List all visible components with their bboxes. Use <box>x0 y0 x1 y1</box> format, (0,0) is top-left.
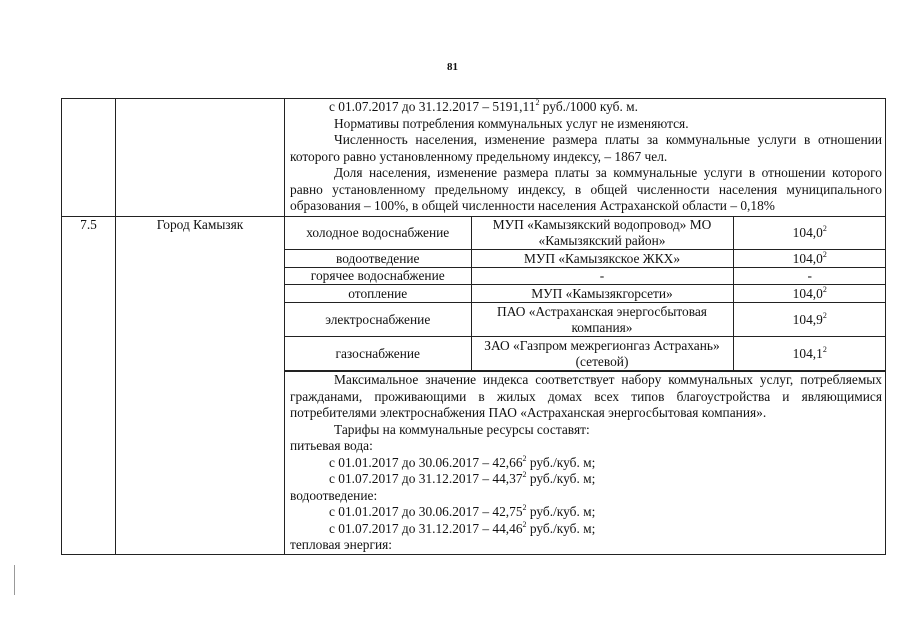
service-name: отопление <box>285 285 471 303</box>
sewer-tariff-line: с 01.07.2017 до 31.12.2017 – 44,46$^2$ руб./куб. м; <box>329 519 596 536</box>
water-heading: питьевая вода: <box>290 438 373 453</box>
share-paragraph: Доля населения, изменение размера платы за коммунальные услуги в отношении которого равно установленному предельному индексу, в общей численности населения муниципального образования – 100%, в общей численности населения Астраханской области – 0,18% <box>290 165 882 213</box>
scan-margin-mark <box>14 565 15 595</box>
service-provider: ЗАО «Газпром межрегионгаз Астрахань» (сетевой) <box>471 337 733 371</box>
service-provider: ПАО «Астраханская энергосбытовая компания» <box>471 303 733 337</box>
heat-heading: тепловая энергия: <box>290 537 393 552</box>
sewer-tariff-line: с 01.01.2017 до 30.06.2017 – 42,75$^2$ руб./куб. м; <box>329 503 596 519</box>
service-name: электроснабжение <box>285 303 471 337</box>
service-index: 104,0$^2$ <box>733 285 886 303</box>
service-index: 104,1$^2$ <box>733 337 886 371</box>
service-row <box>285 337 886 371</box>
service-row <box>285 285 886 303</box>
service-row <box>285 268 886 285</box>
norms-paragraph: Нормативы потребления коммунальных услуг не изменяются. <box>334 115 689 131</box>
continuation-text-cell <box>285 99 886 217</box>
service-provider: - <box>471 268 733 285</box>
service-name: холодное водоснабжение <box>285 217 471 250</box>
service-row <box>285 303 886 337</box>
municipality-detail-cell <box>285 216 886 554</box>
service-name: горячее водоснабжение <box>285 268 471 285</box>
services-table <box>285 217 886 372</box>
max-index-paragraph: Максимальное значение индекса соответствует набору коммунальных услуг, потребляемых гражданами, проживающими в жилых домах всех типов благоустройства и являющимися потребителями электроснабжения ПАО «Астраханская энергосбытовая компания». <box>290 372 882 420</box>
service-provider: МУП «Камызякское ЖКХ» <box>471 250 733 268</box>
sewer-heading: водоотведение: <box>290 487 378 503</box>
water-tariff-line: с 01.07.2017 до 31.12.2017 – 44,37$^2$ руб./куб. м; <box>329 470 596 486</box>
service-name: водоотведение <box>285 250 471 268</box>
municipality-row <box>62 216 886 554</box>
continuation-name-cell <box>116 99 285 217</box>
service-index: 104,0$^2$ <box>733 250 886 268</box>
service-provider: МУП «Камызякский водопровод» МО «Камызякский район» <box>471 217 733 250</box>
service-index: 104,9$^2$ <box>733 303 886 337</box>
tariffs-intro: Тарифы на коммунальные ресурсы составят: <box>334 421 590 437</box>
page-number: 81 <box>447 61 458 73</box>
service-row <box>285 250 886 268</box>
row-number: 7.5 <box>62 216 116 554</box>
service-index: - <box>733 268 886 285</box>
continuation-row <box>62 99 886 217</box>
municipality-name: Город Камызяк <box>116 216 285 554</box>
water-tariff-line: с 01.01.2017 до 30.06.2017 – 42,66$^2$ руб./куб. м; <box>329 453 596 470</box>
service-name: газоснабжение <box>285 337 471 371</box>
service-row <box>285 217 886 250</box>
tariff-line: с 01.07.2017 до 31.12.2017 – 5191,11$^2$ руб./1000 куб. м. <box>329 98 638 114</box>
service-index: 104,0$^2$ <box>733 217 886 250</box>
tariff-table <box>61 98 886 555</box>
service-provider: МУП «Камызякгорсети» <box>471 285 733 303</box>
continuation-number-cell <box>62 99 116 217</box>
population-paragraph: Численность населения, изменение размера платы за коммунальные услуги в отношении которого равно установленному предельному индексу, – 1867 чел. <box>290 132 882 164</box>
